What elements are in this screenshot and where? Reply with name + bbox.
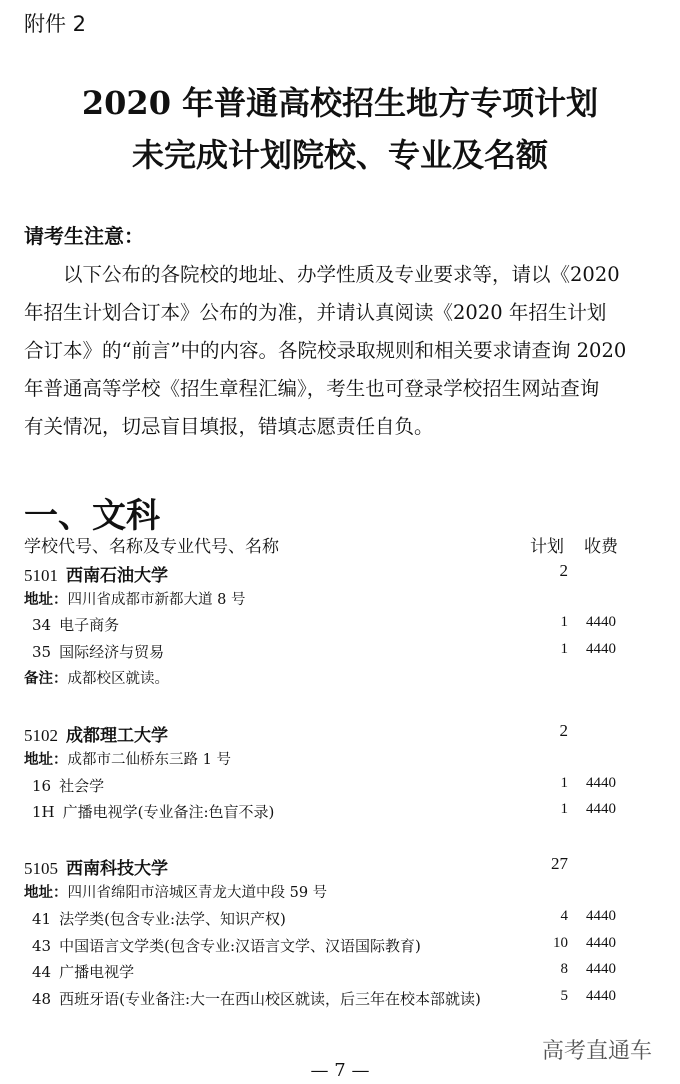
major-row	[32, 908, 286, 929]
major-plan: 8	[560, 961, 568, 977]
note-label: 备注：	[24, 671, 68, 687]
notice-line-5: 有关情况，切忌盲目填报，错填志愿责任自负。	[24, 415, 434, 438]
school-row	[24, 854, 168, 879]
school-plan: 2	[559, 721, 568, 740]
school-code: 5102	[24, 726, 58, 745]
school-address	[24, 588, 245, 609]
section-title: 一、文科	[24, 496, 160, 536]
major-code: 41	[32, 910, 52, 928]
major-fee: 4440	[586, 908, 616, 924]
school-name: 西南科技大学	[66, 859, 168, 879]
major-row	[32, 988, 481, 1009]
major-name: 西班牙语(专业备注:大一在西山校区就读，后三年在校本部就读)	[59, 990, 481, 1008]
major-code: 48	[32, 990, 52, 1008]
major-code: 43	[32, 937, 52, 955]
major-plan: 5	[560, 988, 568, 1004]
major-row	[32, 801, 274, 822]
major-name: 广播电视学(专业备注:色盲不录)	[62, 803, 275, 821]
major-fee: 4440	[586, 988, 616, 1004]
address-label: 地址：	[24, 752, 68, 768]
page-title-line2: 未完成计划院校、专业及名额	[131, 136, 548, 174]
address-value: 四川省成都市新都大道 8 号	[67, 592, 246, 608]
notice-line-1: 以下公布的各院校的地址、办学性质及专业要求等，请以《2020	[63, 263, 620, 286]
page-title-line1: 2020 年普通高校招生地方专项计划	[81, 84, 599, 122]
school-address	[24, 881, 327, 902]
school-row	[24, 561, 168, 586]
major-fee: 4440	[586, 614, 616, 630]
major-code: 16	[32, 777, 52, 795]
school-code: 5101	[24, 566, 58, 585]
school-name: 西南石油大学	[66, 566, 168, 586]
school-plan: 27	[551, 854, 568, 873]
major-fee: 4440	[586, 935, 616, 951]
major-code: 34	[32, 616, 52, 634]
address-value: 四川省绵阳市涪城区青龙大道中段 59 号	[67, 885, 328, 901]
major-fee: 4440	[586, 961, 616, 977]
major-fee: 4440	[586, 641, 616, 657]
notice-line-2: 年招生计划合订本》公布的为准，并请认真阅读《2020 年招生计划	[24, 301, 607, 324]
table-header-fee: 收费	[584, 537, 618, 557]
major-plan: 1	[560, 614, 568, 630]
major-row	[32, 641, 164, 662]
major-row	[32, 614, 119, 635]
major-plan: 10	[553, 935, 568, 951]
major-code: 35	[32, 643, 52, 661]
major-row	[32, 935, 421, 956]
note-value: 成都校区就读。	[67, 671, 169, 687]
major-row	[32, 775, 104, 796]
school-plan: 2	[559, 561, 568, 580]
table-header-plan: 计划	[530, 537, 564, 557]
school-code: 5105	[24, 859, 58, 878]
notice-heading: 请考生注意：	[24, 224, 144, 248]
school-note	[24, 667, 169, 688]
major-code: 1H	[32, 803, 55, 821]
major-fee: 4440	[586, 775, 616, 791]
school-address	[24, 748, 231, 769]
major-code: 44	[32, 963, 52, 981]
major-plan: 1	[560, 775, 568, 791]
address-label: 地址：	[24, 885, 68, 901]
address-value: 成都市二仙桥东三路 1 号	[67, 752, 231, 768]
major-plan: 1	[560, 641, 568, 657]
major-fee: 4440	[586, 801, 616, 817]
major-row	[32, 961, 134, 982]
attachment-label: 附件 2	[24, 12, 87, 36]
major-name: 法学类(包含专业:法学、知识产权)	[59, 910, 286, 928]
major-name: 电子商务	[59, 616, 120, 634]
table-header-name: 学校代号、名称及专业代号、名称	[24, 537, 279, 557]
major-name: 国际经济与贸易	[59, 643, 165, 661]
notice-line-3: 合订本》的“前言”中的内容。各院校录取规则和相关要求请查询 2020	[24, 339, 627, 362]
major-name: 中国语言文学类(包含专业:汉语言文学、汉语国际教育)	[59, 937, 421, 955]
major-name: 广播电视学	[59, 963, 135, 981]
major-plan: 4	[560, 908, 568, 924]
notice-line-4: 年普通高等学校《招生章程汇编》，考生也可登录学校招生网站查询	[24, 377, 600, 400]
page-number: — 7 —	[310, 1060, 370, 1081]
school-row	[24, 721, 168, 746]
major-name: 社会学	[59, 777, 105, 795]
address-label: 地址：	[24, 592, 68, 608]
major-plan: 1	[560, 801, 568, 817]
school-name: 成都理工大学	[66, 726, 168, 746]
watermark: 高考直通车	[542, 1039, 653, 1064]
